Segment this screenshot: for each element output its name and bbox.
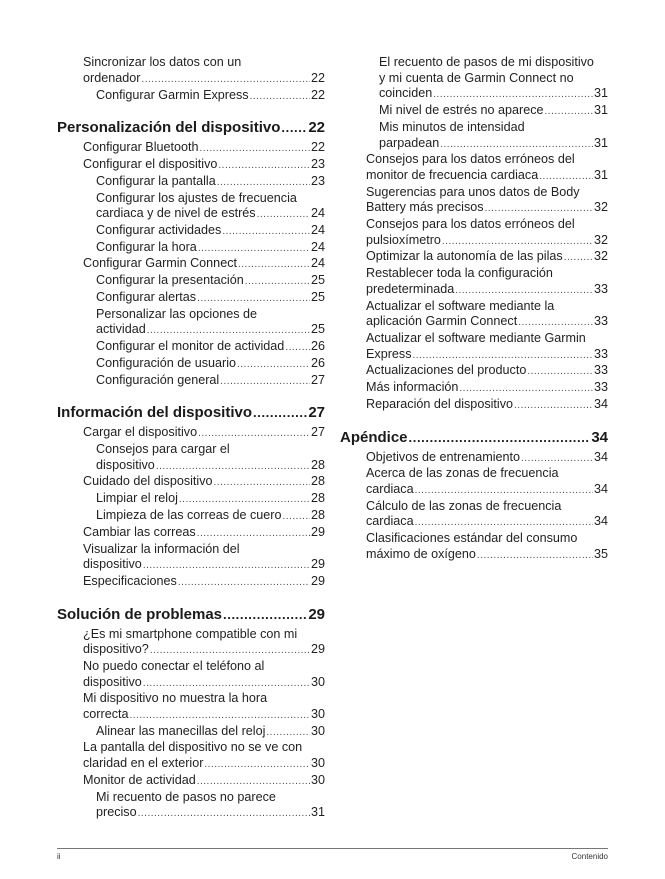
toc-entry-title-line: coinciden bbox=[379, 86, 433, 101]
footer-divider bbox=[57, 848, 608, 849]
toc-entry-title-line: Personalizar las opciones de bbox=[96, 306, 258, 321]
toc-entry[interactable] bbox=[340, 466, 608, 498]
toc-page-number: 24 bbox=[310, 239, 325, 254]
toc-entry-title-line: Sugerencias para unos datos de Body bbox=[366, 184, 580, 199]
dot-leader bbox=[514, 398, 593, 414]
footer-section-title: Contenido bbox=[571, 852, 608, 861]
toc-page-number: 22 bbox=[310, 70, 325, 85]
toc-entry[interactable] bbox=[57, 525, 325, 542]
toc-entry[interactable] bbox=[340, 363, 608, 380]
toc-section-heading[interactable] bbox=[57, 404, 325, 422]
toc-entry[interactable] bbox=[57, 191, 325, 223]
toc-page-number: 31 bbox=[593, 135, 608, 150]
toc-page-number: 29 bbox=[310, 557, 325, 572]
toc-page-number: 24 bbox=[310, 256, 325, 271]
dot-leader bbox=[281, 119, 307, 137]
toc-entry[interactable] bbox=[57, 491, 325, 508]
toc-page-number: 25 bbox=[310, 322, 325, 337]
dot-leader bbox=[409, 429, 591, 447]
toc-page-number: 34 bbox=[593, 514, 608, 529]
toc-section-heading[interactable] bbox=[57, 119, 325, 137]
toc-entry-title-line: Configurar alertas bbox=[96, 290, 197, 304]
toc-entry-title-line: Optimizar la autonomía de las pilas bbox=[366, 249, 563, 264]
toc-entry-title-line: Restablecer toda la configuración bbox=[366, 266, 553, 281]
toc-entry-title-line: Monitor de actividad bbox=[83, 772, 196, 787]
toc-entry[interactable] bbox=[57, 442, 325, 474]
dot-leader bbox=[222, 224, 310, 240]
toc-entry[interactable] bbox=[340, 249, 608, 266]
toc-entry-title-line: Actualizar el software mediante Garmin bbox=[366, 330, 586, 345]
dot-leader bbox=[518, 315, 593, 331]
toc-entry[interactable] bbox=[57, 790, 325, 822]
dot-leader bbox=[197, 291, 310, 307]
toc-entry[interactable] bbox=[57, 740, 325, 772]
toc-page-number: 24 bbox=[310, 206, 325, 221]
toc-entry-title-line: cardiaca bbox=[366, 514, 414, 529]
dot-leader bbox=[223, 606, 307, 624]
dot-leader bbox=[218, 158, 310, 174]
dot-leader bbox=[217, 175, 310, 191]
toc-page-number: 32 bbox=[593, 232, 608, 247]
toc-page-number: 30 bbox=[310, 772, 325, 787]
toc-page-number: 25 bbox=[310, 273, 325, 288]
toc-entry[interactable] bbox=[340, 120, 608, 152]
dot-leader bbox=[459, 381, 593, 397]
toc-page-number: 24 bbox=[310, 222, 325, 237]
dot-leader bbox=[285, 340, 310, 356]
toc-entry[interactable] bbox=[340, 531, 608, 563]
toc-entry[interactable] bbox=[340, 397, 608, 414]
dot-leader bbox=[245, 274, 310, 290]
dot-leader bbox=[147, 323, 310, 339]
toc-entry[interactable] bbox=[57, 140, 325, 157]
toc-entry[interactable] bbox=[57, 223, 325, 240]
toc-entry-title-line: Especificaciones bbox=[83, 573, 177, 588]
toc-entry[interactable] bbox=[57, 307, 325, 339]
toc-entry[interactable] bbox=[57, 55, 325, 87]
toc-entry-title-line: y mi cuenta de Garmin Connect no bbox=[379, 70, 574, 85]
toc-entry-title-line: Alinear las manecillas del reloj bbox=[96, 723, 266, 738]
toc-page-number: 34 bbox=[593, 396, 608, 411]
dot-leader bbox=[198, 241, 310, 257]
toc-page-number: 31 bbox=[593, 167, 608, 182]
toc-entry[interactable] bbox=[57, 659, 325, 691]
toc-entry[interactable] bbox=[57, 88, 325, 105]
toc-entry-title-line: dispositivo bbox=[96, 457, 155, 472]
toc-entry-title-line: Acerca de las zonas de frecuencia bbox=[366, 466, 559, 481]
toc-right-column bbox=[340, 55, 608, 563]
toc-page-number: 27 bbox=[310, 425, 325, 440]
dot-leader bbox=[477, 548, 593, 564]
toc-entry[interactable] bbox=[57, 574, 325, 591]
toc-entry[interactable] bbox=[57, 373, 325, 390]
toc-entry-title-line: Visualizar la información del bbox=[83, 541, 240, 556]
toc-entry-title-line: predeterminada bbox=[366, 281, 455, 296]
toc-entry-title-line: Configurar el monitor de actividad bbox=[96, 339, 285, 354]
toc-page-number: 33 bbox=[593, 314, 608, 329]
dot-leader bbox=[156, 459, 310, 475]
toc-entry[interactable] bbox=[57, 773, 325, 790]
dot-leader bbox=[440, 137, 593, 153]
toc-entry-title-line: Reparación del dispositivo bbox=[366, 396, 514, 411]
dot-leader bbox=[237, 357, 310, 373]
toc-page-number: 22 bbox=[308, 119, 325, 137]
toc-section-heading[interactable] bbox=[57, 606, 325, 624]
dot-leader bbox=[141, 72, 310, 88]
toc-page-number: 23 bbox=[310, 173, 325, 188]
toc-page-number: 26 bbox=[310, 339, 325, 354]
dot-leader bbox=[564, 250, 593, 266]
toc-entry[interactable] bbox=[57, 174, 325, 191]
toc-entry-title-line: dispositivo bbox=[83, 674, 142, 689]
toc-entry[interactable] bbox=[340, 55, 608, 103]
toc-entry-title-line: monitor de frecuencia cardiaca bbox=[366, 167, 539, 182]
toc-entry[interactable] bbox=[57, 425, 325, 442]
toc-page-number: 26 bbox=[310, 355, 325, 370]
toc-page-number: 30 bbox=[310, 706, 325, 721]
dot-leader bbox=[455, 283, 593, 299]
toc-entry[interactable] bbox=[340, 331, 608, 363]
toc-entry[interactable] bbox=[57, 339, 325, 356]
toc-page-number: 34 bbox=[593, 481, 608, 496]
toc-entry[interactable] bbox=[340, 185, 608, 217]
toc-entry-title-line: Configurar Garmin Express bbox=[96, 87, 249, 102]
toc-entry-title-line: máximo de oxígeno bbox=[366, 546, 476, 561]
toc-entry[interactable] bbox=[57, 627, 325, 659]
toc-entry-title-line: Limpiar el reloj bbox=[96, 491, 178, 506]
toc-entry-title-line: Configurar la hora bbox=[96, 239, 197, 254]
dot-leader bbox=[130, 708, 310, 724]
toc-entry-title-line: Más información bbox=[366, 380, 459, 395]
toc-page-number: 33 bbox=[593, 380, 608, 395]
toc-entry[interactable] bbox=[57, 724, 325, 741]
toc-section-heading[interactable] bbox=[340, 429, 608, 447]
toc-entry-title-line: Cálculo de las zonas de frecuencia bbox=[366, 498, 562, 513]
toc-entry-title-line: El recuento de pasos de mi dispositivo bbox=[379, 55, 594, 70]
toc-entry-title-line: Battery más precisos bbox=[366, 200, 484, 215]
toc-entry[interactable] bbox=[57, 290, 325, 307]
toc-page-number: 34 bbox=[591, 428, 608, 446]
toc-page-number: 31 bbox=[593, 103, 608, 118]
dot-leader bbox=[197, 526, 310, 542]
dot-leader bbox=[179, 492, 310, 508]
toc-entry-title-line: ordenador bbox=[83, 70, 141, 85]
toc-page-number: 27 bbox=[310, 372, 325, 387]
toc-entry-title-line: Configurar la presentación bbox=[96, 273, 244, 288]
toc-entry-title-line: Express bbox=[366, 346, 412, 361]
toc-page-number: 23 bbox=[310, 156, 325, 171]
dot-leader bbox=[150, 643, 310, 659]
toc-entry[interactable] bbox=[57, 356, 325, 373]
toc-page-number: 30 bbox=[310, 723, 325, 738]
toc-entry-title-line: Configurar el dispositivo bbox=[83, 156, 218, 171]
toc-page-number: 28 bbox=[310, 474, 325, 489]
dot-leader bbox=[485, 201, 593, 217]
dot-leader bbox=[539, 169, 593, 185]
toc-page-number: 28 bbox=[310, 457, 325, 472]
toc-page-number: 33 bbox=[593, 363, 608, 378]
dot-leader bbox=[521, 451, 593, 467]
toc-entry[interactable] bbox=[340, 103, 608, 120]
toc-entry-title-line: Mis minutos de intensidad bbox=[379, 119, 525, 134]
toc-entry-title-line: Actualizaciones del producto bbox=[366, 363, 527, 378]
toc-page-number: 28 bbox=[310, 508, 325, 523]
toc-entry-title-line: Consejos para los datos erróneos del bbox=[366, 152, 575, 167]
toc-entry-title-line: claridad en el exterior bbox=[83, 756, 204, 771]
toc-entry-title-line: La pantalla del dispositivo no se ve con bbox=[83, 740, 303, 755]
toc-entry-title-line: Sincronizar los datos con un bbox=[83, 55, 242, 70]
toc-entry-title-line: dispositivo? bbox=[83, 642, 149, 657]
toc-page-number: 29 bbox=[308, 605, 325, 623]
toc-page-number: 29 bbox=[310, 524, 325, 539]
toc-entry-title-line: Mi recuento de pasos no parece bbox=[96, 789, 276, 804]
footer-page-number: ii bbox=[57, 852, 61, 861]
dot-leader bbox=[200, 141, 310, 157]
dot-leader bbox=[197, 774, 310, 790]
toc-entry[interactable] bbox=[57, 691, 325, 723]
toc-page-number: 27 bbox=[308, 404, 325, 422]
toc-entry-title-line: Configurar Bluetooth bbox=[83, 140, 199, 155]
toc-entry-title-line: Objetivos de entrenamiento bbox=[366, 449, 521, 464]
toc-entry[interactable] bbox=[57, 508, 325, 525]
toc-entry-title-line: pulsioxímetro bbox=[366, 232, 441, 247]
dot-leader bbox=[178, 575, 310, 591]
toc-entry-title-line: Información del dispositivo bbox=[57, 404, 253, 422]
toc-entry[interactable] bbox=[340, 266, 608, 298]
toc-entry-title-line: Consejos para cargar el bbox=[96, 442, 230, 457]
toc-page-number: 33 bbox=[593, 281, 608, 296]
toc-entry-title-line: Configuración general bbox=[96, 372, 220, 387]
toc-entry-title-line: Limpieza de las correas de cuero bbox=[96, 508, 282, 523]
dot-leader bbox=[198, 426, 310, 442]
toc-entry-title-line: Configurar actividades bbox=[96, 222, 222, 237]
dot-leader bbox=[214, 475, 310, 491]
dot-leader bbox=[433, 87, 593, 103]
dot-leader bbox=[415, 483, 593, 499]
toc-page-number: 35 bbox=[593, 546, 608, 561]
toc-entry-title-line: Mi nivel de estrés no aparece bbox=[379, 103, 544, 118]
toc-entry-title-line: cardiaca bbox=[366, 481, 414, 496]
dot-leader bbox=[545, 104, 593, 120]
toc-entry[interactable] bbox=[57, 542, 325, 574]
toc-entry-title-line: Solución de problemas bbox=[57, 605, 223, 623]
dot-leader bbox=[238, 257, 310, 273]
toc-entry[interactable] bbox=[57, 256, 325, 273]
toc-page-number: 25 bbox=[310, 290, 325, 304]
toc-entry-title-line: Cargar el dispositivo bbox=[83, 425, 198, 440]
toc-entry-title-line: cardiaca y de nivel de estrés bbox=[96, 206, 256, 221]
toc-entry[interactable] bbox=[340, 380, 608, 397]
toc-page-number: 29 bbox=[310, 642, 325, 657]
toc-entry[interactable] bbox=[57, 474, 325, 491]
toc-entry-title-line: Personalización del dispositivo bbox=[57, 119, 281, 137]
dot-leader bbox=[138, 806, 310, 822]
dot-leader bbox=[283, 509, 310, 525]
toc-page-number: 34 bbox=[593, 449, 608, 464]
toc-entry-title-line: dispositivo bbox=[83, 557, 142, 572]
dot-leader bbox=[266, 725, 310, 741]
toc-entry-title-line: aplicación Garmin Connect bbox=[366, 314, 518, 329]
toc-entry-title-line: Mi dispositivo no muestra la hora bbox=[83, 691, 268, 706]
toc-entry-title-line: ¿Es mi smartphone compatible con mi bbox=[83, 626, 298, 641]
toc-entry[interactable] bbox=[340, 450, 608, 467]
toc-page-number: 30 bbox=[310, 756, 325, 771]
toc-entry-title-line: Cambiar las correas bbox=[83, 524, 196, 539]
dot-leader bbox=[413, 348, 593, 364]
toc-entry[interactable] bbox=[340, 152, 608, 184]
dot-leader bbox=[143, 558, 310, 574]
toc-page-number: 22 bbox=[310, 140, 325, 155]
toc-page-number: 29 bbox=[310, 573, 325, 588]
toc-page-number: 22 bbox=[310, 87, 325, 102]
toc-entry[interactable] bbox=[57, 157, 325, 174]
dot-leader bbox=[253, 404, 307, 422]
toc-entry-title-line: Apéndice bbox=[340, 428, 408, 446]
dot-leader bbox=[257, 207, 310, 223]
toc-entry[interactable] bbox=[340, 299, 608, 331]
toc-entry-title-line: parpadean bbox=[379, 135, 440, 150]
dot-leader bbox=[527, 364, 593, 380]
toc-entry-title-line: Cuidado del dispositivo bbox=[83, 474, 213, 489]
toc-page-number: 32 bbox=[593, 200, 608, 215]
dot-leader bbox=[415, 515, 593, 531]
toc-entry-title-line: Configurar la pantalla bbox=[96, 173, 216, 188]
toc-page-number: 33 bbox=[593, 346, 608, 361]
dot-leader bbox=[220, 374, 310, 390]
toc-entry-title-line: Configuración de usuario bbox=[96, 355, 237, 370]
toc-page-number: 32 bbox=[593, 249, 608, 264]
toc-page-number: 28 bbox=[310, 491, 325, 506]
dot-leader bbox=[204, 757, 310, 773]
toc-entry-title-line: preciso bbox=[96, 805, 137, 820]
toc-entry-title-line: Configurar Garmin Connect bbox=[83, 256, 237, 271]
toc-entry-title-line: actividad bbox=[96, 322, 146, 337]
toc-entry-title-line: Consejos para los datos erróneos del bbox=[366, 217, 575, 232]
toc-page-number: 31 bbox=[310, 805, 325, 820]
toc-entry[interactable] bbox=[340, 499, 608, 531]
dot-leader bbox=[250, 89, 310, 105]
toc-entry-title-line: correcta bbox=[83, 706, 129, 721]
toc-entry[interactable] bbox=[57, 240, 325, 257]
toc-page-number: 30 bbox=[310, 674, 325, 689]
toc-entry[interactable] bbox=[340, 217, 608, 249]
toc-entry-title-line: No puedo conectar el teléfono al bbox=[83, 658, 265, 673]
toc-entry-title-line: Actualizar el software mediante la bbox=[366, 298, 555, 313]
toc-entry-title-line: Configurar los ajustes de frecuencia bbox=[96, 190, 297, 205]
dot-leader bbox=[143, 676, 310, 692]
toc-left-column bbox=[57, 55, 325, 822]
dot-leader bbox=[442, 234, 593, 250]
toc-entry-title-line: Clasificaciones estándar del consumo bbox=[366, 531, 578, 546]
toc-page-number: 31 bbox=[593, 86, 608, 101]
toc-entry[interactable] bbox=[57, 273, 325, 290]
